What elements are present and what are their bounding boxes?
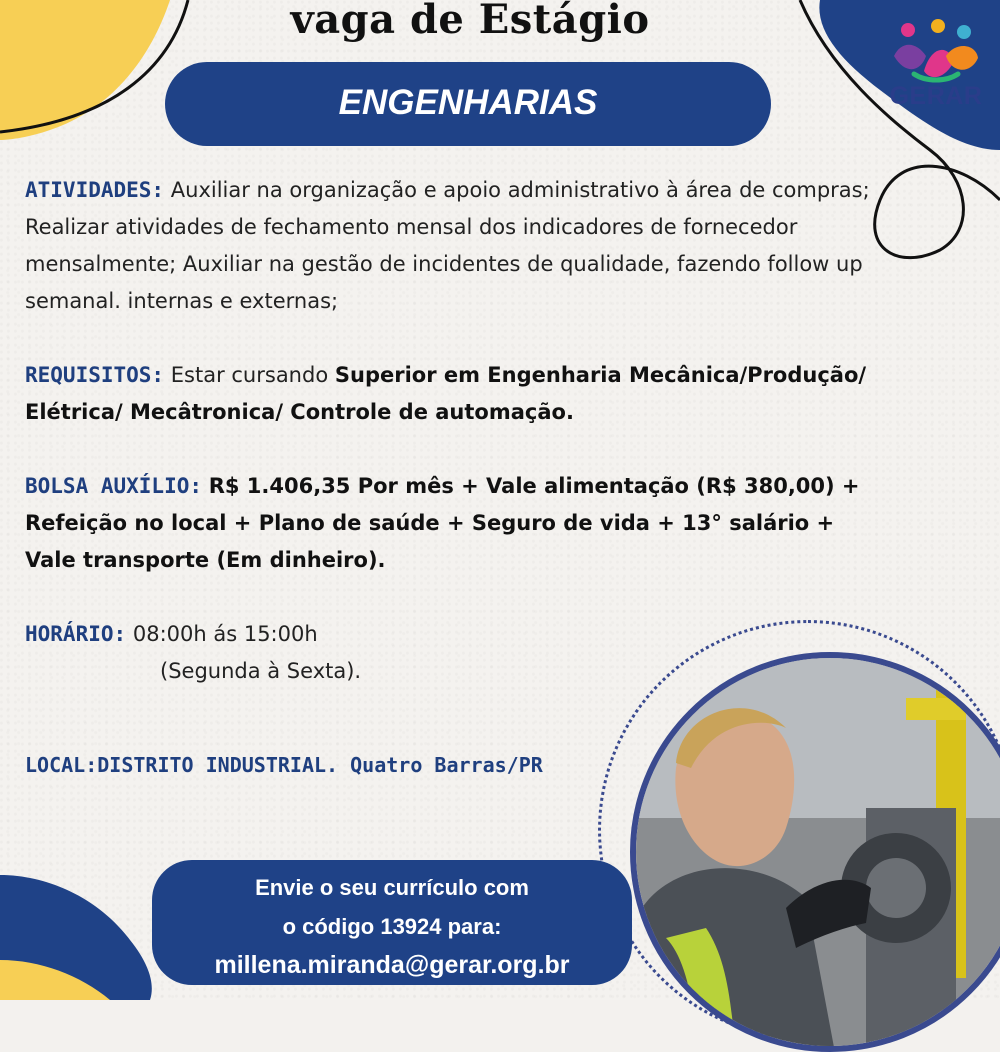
requisitos-course: Superior em Engenharia Mecânica/Produção/ Elétrica/ Mecâtronica/ Controle de automação.	[25, 363, 867, 424]
local-label: LOCAL:DISTRITO INDUSTRIAL.	[25, 753, 339, 777]
logo-text: GERAR	[889, 82, 983, 110]
gerar-logo	[886, 16, 986, 111]
bolsa-text: R$ 1.406,35 Por mês + Vale alimentação (R$ 380,00) + Refeição no local + Plano de saúde + Seguro de vida + 13° salário + Vale transporte (Em dinheiro).	[25, 474, 860, 572]
requisitos-label: REQUISITOS:	[25, 363, 165, 387]
page-title: vaga de Estágio	[290, 0, 650, 43]
engineer-illustration	[636, 658, 1000, 1052]
bolsa-section	[25, 468, 885, 579]
category-banner: ENGENHARIAS	[165, 62, 771, 146]
people-icon	[886, 16, 986, 86]
local-city: Quatro Barras/PR	[350, 753, 543, 777]
requisitos-text: Estar cursando	[170, 363, 329, 387]
requisitos-section	[25, 357, 885, 431]
bolsa-label: BOLSA AUXÍLIO:	[25, 474, 203, 498]
cta-line-1: Envie o seu currículo com	[255, 875, 529, 900]
atividades-section	[25, 172, 885, 320]
apply-box	[152, 860, 632, 985]
atividades-label: ATIVIDADES:	[25, 178, 165, 202]
horario-time: 08:00h ás 15:00h	[132, 622, 318, 646]
horario-label: HORÁRIO:	[25, 622, 127, 646]
cta-line-2: o código 13924 para:	[282, 914, 502, 939]
email-link[interactable]: millena.miranda@gerar.org.br	[214, 951, 570, 979]
job-details	[25, 172, 885, 690]
local-section	[25, 753, 543, 777]
atividades-text: Auxiliar na organização e apoio administrativo à área de compras; Realizar atividades de fechamento mensal dos indicadores de fornecedor mensalmente; Auxiliar na gestão de incidentes de qualidade, fazendo follow up semanal. internas e externas;	[25, 178, 870, 313]
horario-days: (Segunda à Sexta).	[160, 659, 362, 683]
